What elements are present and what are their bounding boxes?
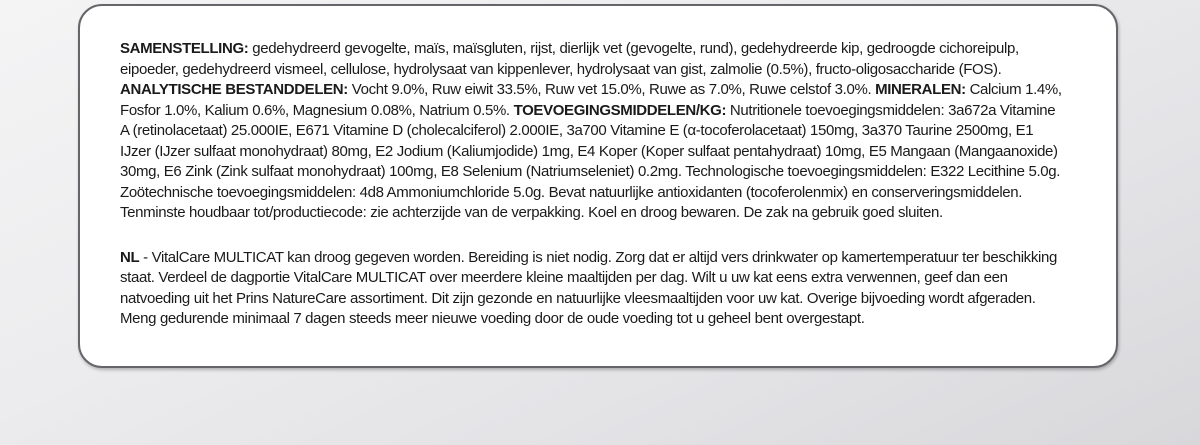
nl-language-heading: NL bbox=[120, 248, 140, 266]
product-label-card bbox=[78, 4, 1118, 368]
label-text-block bbox=[80, 6, 1116, 330]
toevoegingsmiddelen-heading: TOEVOEGINGSMIDDELEN/KG: bbox=[513, 101, 727, 119]
analytische-bestanddelen-heading: ANALYTISCHE BESTANDDELEN: bbox=[120, 81, 348, 98]
analytische-bestanddelen-text: Vocht 9.0%, Ruw eiwit 33.5%, Ruw vet 15.0%, Ruwe as 7.0%, Ruwe celstof 3.0%. bbox=[347, 81, 876, 98]
toevoegingsmiddelen-text: Nutritionele toevoegingsmiddelen: 3a672a Vitamine A (retinolacetaat) 25.000IE, E671 Vitamine D (cholecalciferol) 2.000IE, 3a700 Vitamine E (α-tocoferolacetaat) 150mg, 3a370 Taurine 2500mg, E1 IJzer (IJzer sulfaat monohydraat) 80mg, E2 Jodium (Kaliumjodide) 1mg, E4 Koper (Koper sulfaat pentahydraat) 10mg, E5 Mangaan (Mangaanoxide) 30mg, E6 Zink (Zink sulfaat monohydraat) 100mg, E8 Selenium (Natriumseleniet) 0.2mg. Technologische toevoegingsmiddelen: E322 Lecithine 5.0g. Zoötechnische toevoegingsmiddelen: 4d8 Ammoniumchloride 5.0g. Bevat natuurlijke antioxidanten (tocoferolenmix) en conserveringsmiddelen. Tenminste houdbaar tot/productiecode: zie achterzijde van de verpakking. Koel en droog bewaren. De zak na gebruik goed sluiten. bbox=[120, 101, 1061, 221]
composition-paragraph bbox=[120, 39, 1064, 224]
nl-feeding-text: - VitalCare MULTICAT kan droog gegeven worden. Bereiding is niet nodig. Zorg dat er altijd vers drinkwater op kamertemperatuur ter beschikking staat. Verdeel de dagportie VitalCare MULTICAT over meerdere kleine maaltijden per dag. Wilt u uw kat eens extra verwennen, geef dan een natvoeding uit het Prins NatureCare assortiment. Dit zijn gezonde en natuurlijke vleesmaaltijden voor uw kat. Overige bijvoeding wordt afgeraden. Meng gedurende minimaal 7 dagen steeds meer nieuwe voeding door de oude voeding tot u geheel bent overgestapt. bbox=[120, 248, 1057, 327]
nl-feeding-paragraph bbox=[120, 248, 1064, 330]
samenstelling-heading: SAMENSTELLING: bbox=[120, 40, 249, 57]
mineralen-text: Calcium 1.4%, Fosfor 1.0%, Kalium 0.6%, Magnesium 0.08%, Natrium 0.5%. bbox=[120, 81, 1062, 119]
samenstelling-text: gedehydreerd gevogelte, maïs, maïsgluten, rijst, dierlijk vet (gevogelte, rund), gedehydreerde kip, gedroogde cichoreipulp, eipoeder, gedehydreerd vismeel, cellulose, hydrolysaat van kippenlever, hydrolysaat van gist, zalmolie (0.5%), fructo-oligosaccharide (FOS). bbox=[120, 40, 1019, 78]
mineralen-heading: MINERALEN: bbox=[875, 81, 966, 98]
